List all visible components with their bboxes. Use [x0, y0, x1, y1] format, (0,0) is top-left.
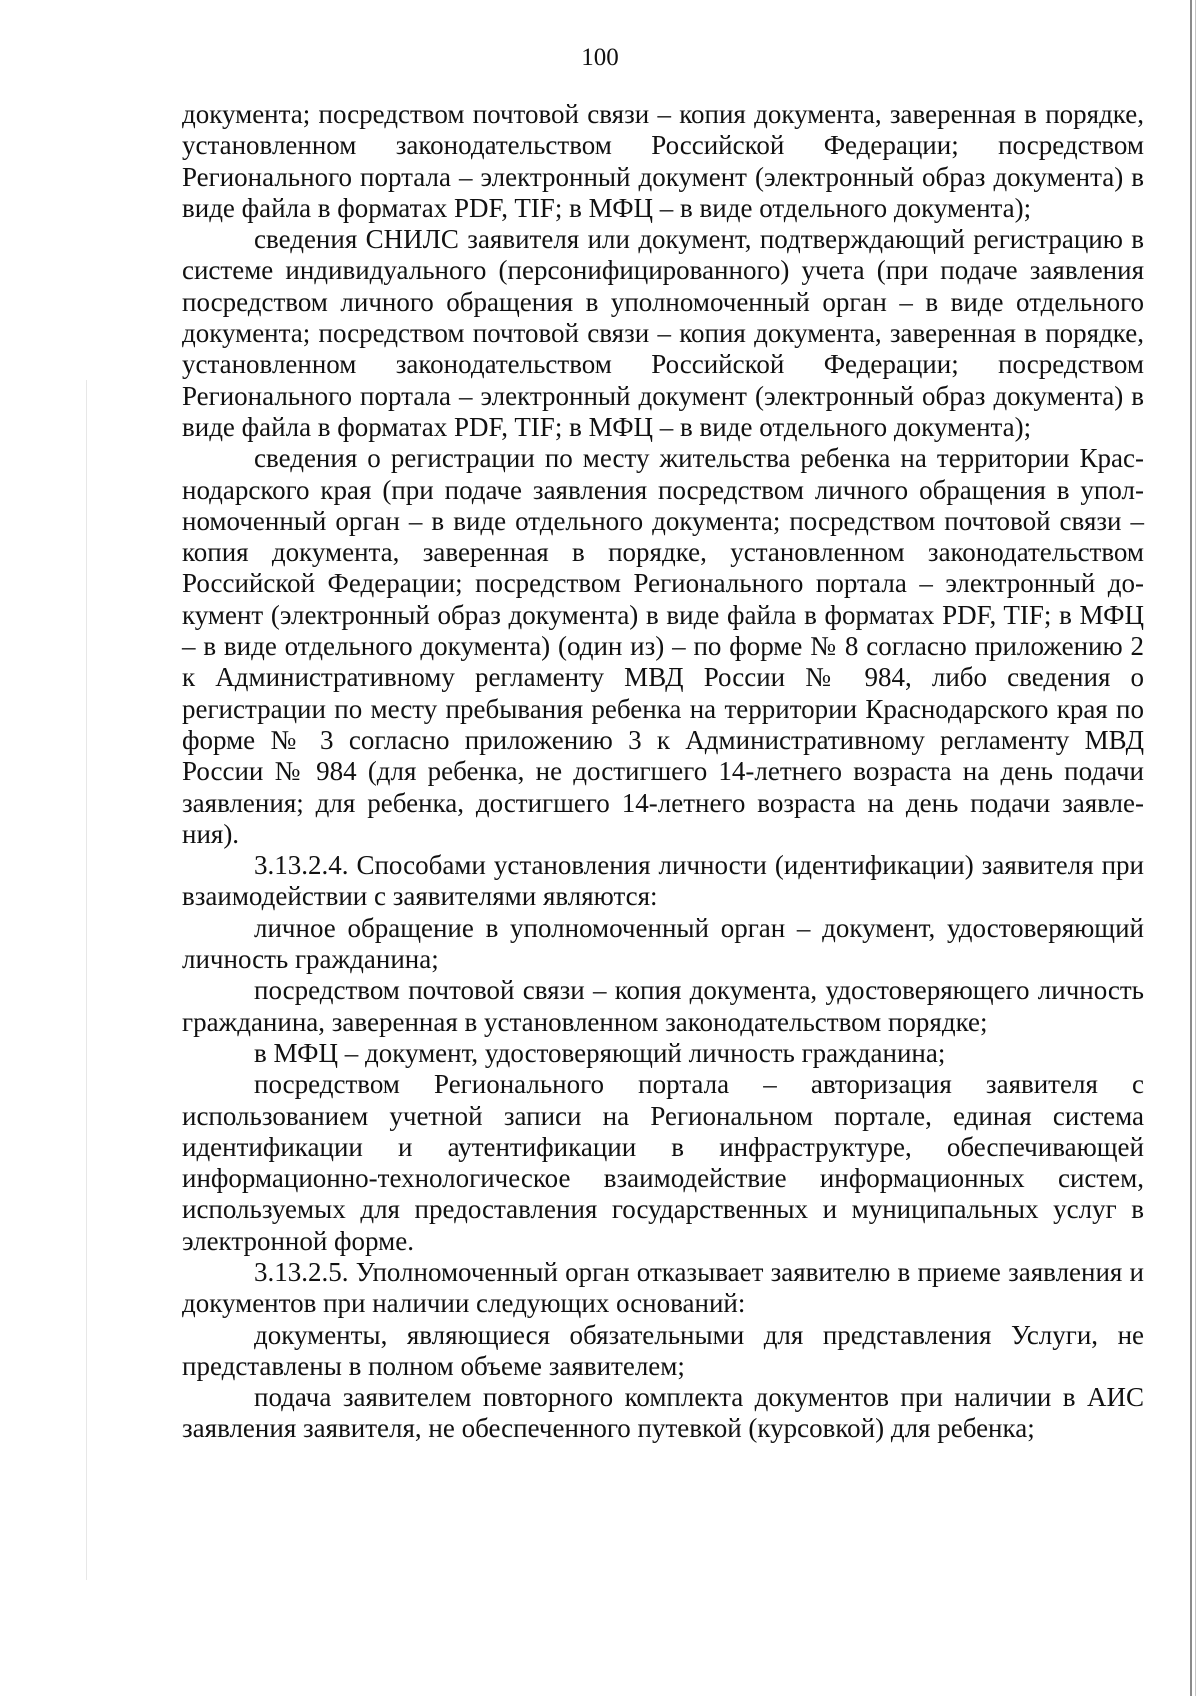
paragraph-repeat-submission: подача заявителем повторного комплекта документов при наличии в АИС заявления заявителя, не обеспеченного путевкой (курсовкой) для ребенка; [182, 1382, 1144, 1444]
paragraph-registration: сведения о регистрации по месту жительства ребенка на территории Краснодарского края (при подаче заявления посредством личного обращения в уполномоченный орган – в виде отдельного документа; посредством почтовой связи – копия документа, заверенная в порядке, установленном законодательством Российской Федерации; посредством Регионального портала – электронный документ (электронный образ документа) в виде файла в форматах PDF, TIF; в МФЦ – в виде отдельного документа) (один из) – по форме № 8 согласно приложению 2 к Административному регламенту МВД России № 984, либо сведения о регистрации по месту пребывания ребенка на территории Краснодарского края по форме № 3 согласно приложению 3 к Административному регламенту МВД России № 984 (для ребенка, не достигшего 14-летнего возраста на день подачи заявления; для ребенка, достигшего 14-летнего возраста на день подачи заявления). [182, 443, 1144, 849]
document-body [182, 99, 1144, 1445]
paragraph-personal-appeal: личное обращение в уполномоченный орган – документ, удостоверяющий личность гражданина; [182, 912, 1144, 975]
scan-margin-artifact [86, 380, 87, 1580]
paragraph-postal: посредством почтовой связи – копия документа, удостоверяющего личность гражданина, заверенная в установленном законодательством порядке; [182, 975, 1144, 1037]
paragraph-3-13-2-4: 3.13.2.4. Способами установления личности (идентификации) заявителя при взаимодействии с заявителями являются: [182, 850, 1144, 912]
page-number: 100 [581, 44, 619, 71]
paragraph-incomplete-documents: документы, являющиеся обязательными для представления Услуги, не представлены в полном объеме заявителем; [182, 1319, 1144, 1381]
scan-edge-artifact-secondary [1195, 0, 1196, 1696]
paragraph-mfc: в МФЦ – документ, удостоверяющий личность гражданина; [254, 1037, 946, 1068]
paragraph-snils: сведения СНИЛС заявителя или документ, подтверждающий регистрацию в системе индивидуального (персонифицированного) учета (при подаче заявления посредством личного обращения в уполномоченный орган – в виде отдельного документа; посредством почтовой связи – копия документа, заверенная в порядке, установленном законодательством Российской Федерации; посредством Регионального портала – электронный документ (электронный образ документа) в виде файла в форматах PDF, TIF; в МФЦ – в виде отдельного документа); [182, 224, 1144, 442]
paragraph-continuation: документа; посредством почтовой связи – копия документа, заверенная в порядке, установленном законодательством Российской Федерации; посредством Регионального портала – электронный документ (электронный образ документа) в виде файла в форматах PDF, TIF; в МФЦ – в виде отдельного документа); [182, 99, 1144, 223]
paragraph-regional-portal: посредством Регионального портала – авторизация заявителя с использованием учетной записи на Региональном портале, единая система идентификации и аутентификации в инфраструктуре, обеспечивающей информационно-технологическое взаимодействие информационных систем, используемых для предоставления государственных и муниципальных услуг в электронной форме. [182, 1069, 1144, 1256]
paragraph-3-13-2-5: 3.13.2.5. Уполномоченный орган отказывает заявителю в приеме заявления и документов при наличии следующих оснований: [182, 1256, 1144, 1319]
scan-edge-artifact [1190, 0, 1192, 1696]
